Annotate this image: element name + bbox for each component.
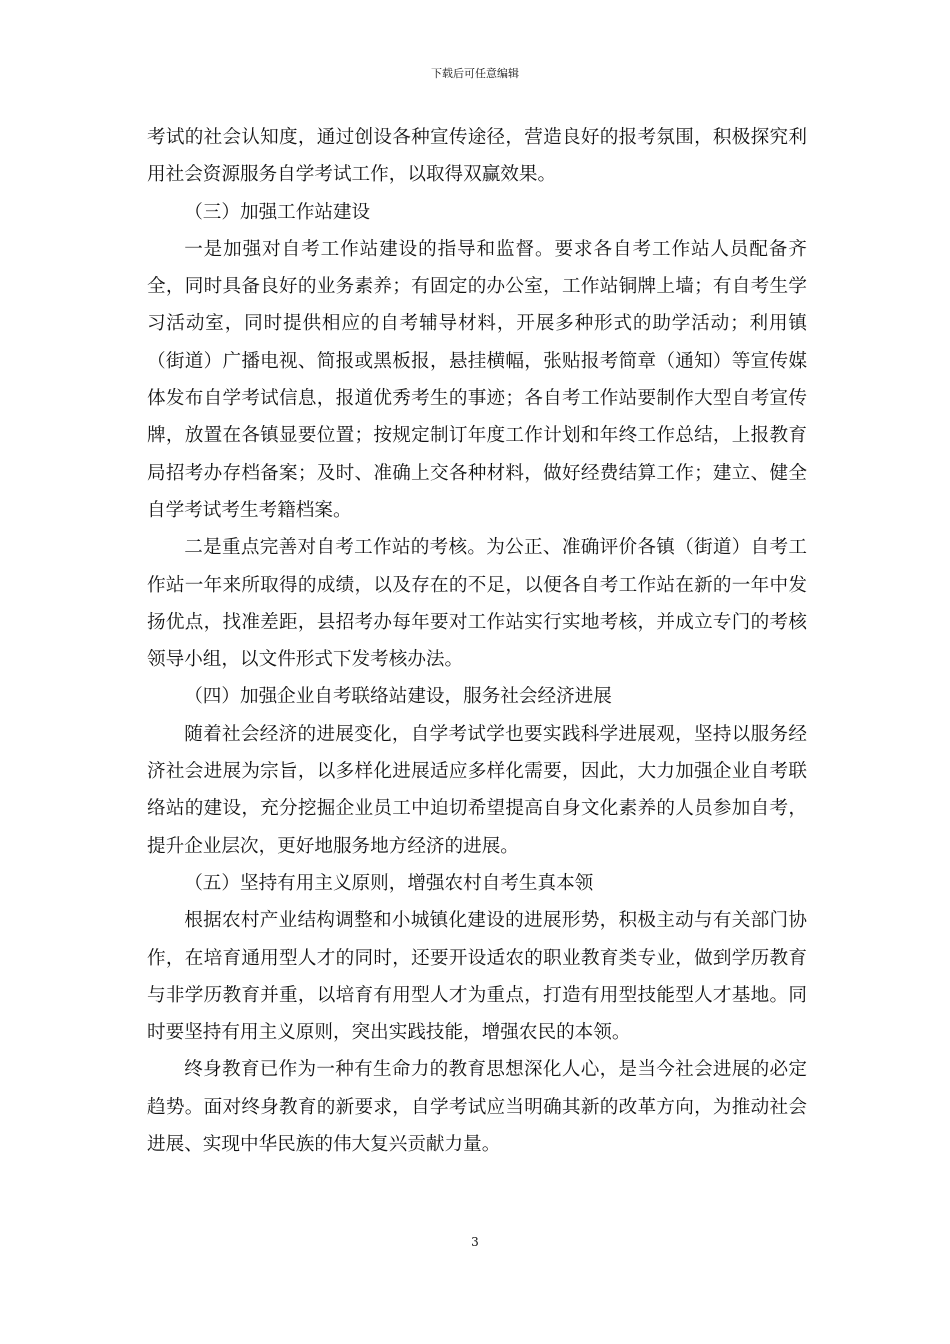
- page-number: 3: [471, 1235, 479, 1249]
- paragraph: 随着社会经济的进展变化，自学考试学也要实践科学进展观，坚持以服务经济社会进展为宗旨，以多样化进展适应多样化需要，因此，大力加强企业自考联络站的建设，充分挖掘企业员工中迫切希望提高自身文化素养的人员参加自考，提升企业层次，更好地服务地方经济的进展。: [147, 723, 807, 857]
- section-heading-4: （四）加强企业自考联络站建设，服务社会经济进展: [184, 686, 612, 708]
- paragraph-continuation: 考试的社会认知度，通过创设各种宣传途径，营造良好的报考氛围，积极探究利用社会资源服务自学考试工作，以取得双赢效果。: [147, 127, 807, 186]
- paragraph: 一是加强对自考工作站建设的指导和监督。要求各自考工作站人员配备齐全，同时具备良好的业务素养；有固定的办公室，工作站铜牌上墙；有自考生学习活动室，同时提供相应的自考辅导材料，开展多种形式的助学活动；利用镇（街道）广播电视、简报或黑板报，悬挂横幅，张贴报考简章（通知）等宣传媒体发布自学考试信息，报道优秀考生的事迹；各自考工作站要制作大型自考宣传牌，放置在各镇显要位置；按规定制订年度工作计划和年终工作总结，上报教育局招考办存档备案；及时、准确上交各种材料，做好经费结算工作；建立、健全自学考试考生考籍档案。: [147, 238, 807, 521]
- section-heading-5: （五）坚持有用主义原则，增强农村自考生真本领: [184, 872, 594, 894]
- paragraph: 二是重点完善对自考工作站的考核。为公正、准确评价各镇（街道）自考工作站一年来所取得的成绩，以及存在的不足，以便各自考工作站在新的一年中发扬优点，找准差距，县招考办每年要对工作站实行实地考核，并成立专门的考核领导小组，以文件形式下发考核办法。: [147, 537, 807, 671]
- section-heading-3: （三）加强工作站建设: [184, 201, 371, 223]
- paragraph: 终身教育已作为一种有生命力的教育思想深化人心，是当今社会进展的必定趋势。面对终身教育的新要求，自学考试应当明确其新的改革方向，为推动社会进展、实现中华民族的伟大复兴贡献力量。: [147, 1059, 807, 1156]
- document-body: [147, 119, 807, 1163]
- page-header: 下载后可任意编辑: [431, 67, 519, 80]
- paragraph: 根据农村产业结构调整和小城镇化建设的进展形势，积极主动与有关部门协作，在培育通用型人才的同时，还要开设适农的职业教育类专业，做到学历教育与非学历教育并重，以培育有用型人才为重点，打造有用型技能型人才基地。同时要坚持有用主义原则，突出实践技能，增强农民的本领。: [147, 910, 807, 1044]
